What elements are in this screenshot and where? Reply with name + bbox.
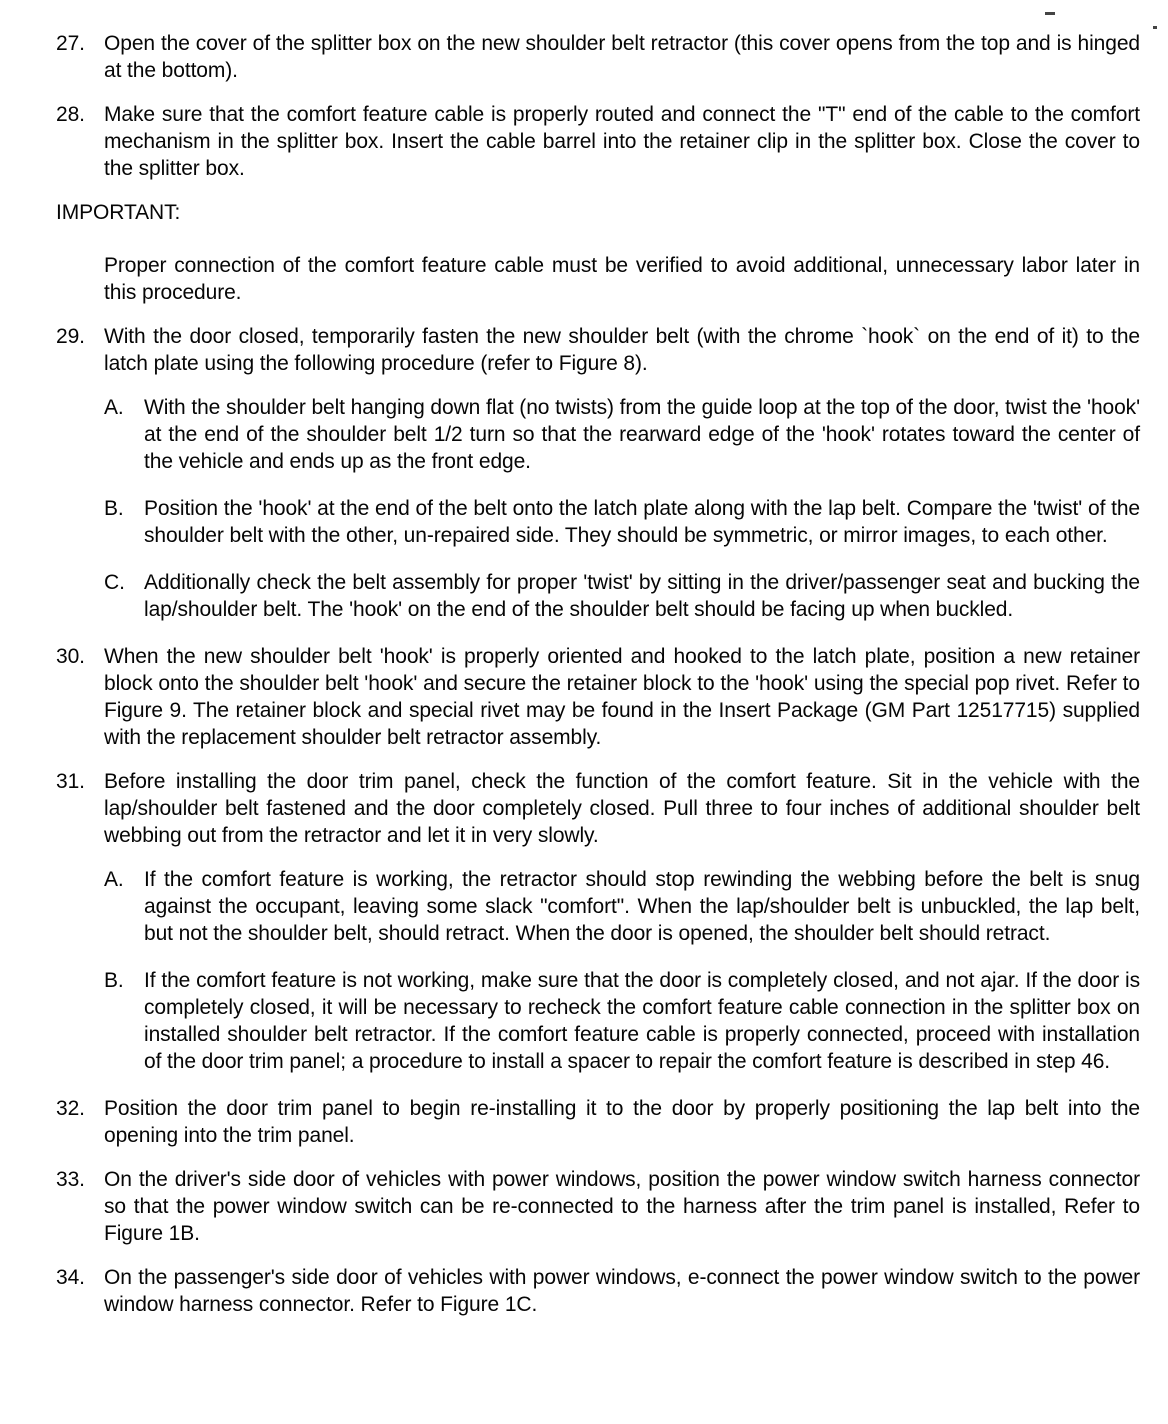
substep-letter: B. xyxy=(104,969,124,992)
important-note xyxy=(56,252,1140,306)
step-number: 27. xyxy=(56,32,85,55)
step-number: 30. xyxy=(56,645,85,668)
step-27 xyxy=(56,30,1140,84)
step-number: 29. xyxy=(56,325,85,348)
substep-letter: A. xyxy=(104,396,124,419)
substep-29-b xyxy=(56,495,1140,549)
step-text: Make sure that the comfort feature cable is properly routed and connect the "T" end of the cable to the comfort mechanism in the splitter box. Insert the cable barrel into the retainer clip in the splitter box. Close the cover to the splitter box. xyxy=(104,103,1140,180)
step-28 xyxy=(56,101,1140,182)
step-33 xyxy=(56,1166,1140,1247)
step-31 xyxy=(56,768,1140,849)
step-text: On the passenger's side door of vehicles with power windows, e-connect the power window switch to the power window harness connector. Refer to Figure 1C. xyxy=(104,1266,1140,1316)
substep-letter: B. xyxy=(104,497,124,520)
substep-text: With the shoulder belt hanging down flat (no twists) from the guide loop at the top of the door, twist the 'hook' at the end of the shoulder belt 1/2 turn so that the rearward edge of the 'hook' rotates toward the center of the vehicle and ends up as the front edge. xyxy=(144,396,1140,473)
step-text: Position the door trim panel to begin re-installing it to the door by properly positioning the lap belt into the opening into the trim panel. xyxy=(104,1097,1140,1147)
note-text: Proper connection of the comfort feature cable must be verified to avoid additional, unnecessary labor later in this procedure. xyxy=(104,254,1140,304)
step-34 xyxy=(56,1264,1140,1318)
scan-speck xyxy=(1153,26,1157,29)
substep-text: Additionally check the belt assembly for proper 'twist' by sitting in the driver/passenger seat and bucking the lap/shoulder belt. The 'hook' on the end of the shoulder belt should be facing up when buckled. xyxy=(144,571,1140,621)
substep-29-a xyxy=(56,394,1140,475)
step-text: Open the cover of the splitter box on the new shoulder belt retractor (this cover opens from the top and is hinged at the bottom). xyxy=(104,32,1140,82)
step-29 xyxy=(56,323,1140,377)
substep-text: If the comfort feature is working, the retractor should stop rewinding the webbing before the belt is snug against the occupant, leaving some slack "comfort". When the lap/shoulder belt is unbuckled, the lap belt, but not the shoulder belt, should retract. When the door is opened, the shoulder belt should retract. xyxy=(144,868,1140,945)
step-number: 34. xyxy=(56,1266,85,1289)
step-number: 28. xyxy=(56,103,85,126)
scan-speck xyxy=(1045,12,1055,15)
step-text: Before installing the door trim panel, check the function of the comfort feature. Sit in the vehicle with the lap/shoulder belt fastened and the door completely closed. Pull three to four inches of additional shoulder belt webbing out from the retractor and let it in very slowly. xyxy=(104,770,1140,847)
heading-text: IMPORTANT: xyxy=(56,201,181,224)
substep-text: Position the 'hook' at the end of the belt onto the latch plate along with the lap belt. Compare the 'twist' of the shoulder belt with the other, un-repaired side. They should be symmetric, or mirror images, to each other. xyxy=(144,497,1140,547)
substep-31-a xyxy=(56,866,1140,947)
step-text: On the driver's side door of vehicles with power windows, position the power window switch harness connector so that the power window switch can be re-connected to the harness after the trim panel is installed, Refer to Figure 1B. xyxy=(104,1168,1140,1245)
substep-letter: C. xyxy=(104,571,125,594)
step-number: 33. xyxy=(56,1168,85,1191)
step-text: When the new shoulder belt 'hook' is properly oriented and hooked to the latch plate, position a new retainer block onto the shoulder belt 'hook' and secure the retainer block to the 'hook' using the special pop rivet. Refer to Figure 9. The retainer block and special rivet may be found in the Insert Package (GM Part 12517715) supplied with the replacement shoulder belt retractor assembly. xyxy=(104,645,1140,749)
substep-text: If the comfort feature is not working, make sure that the door is completely closed, and not ajar. If the door is completely closed, it will be necessary to recheck the comfort feature cable connection in the splitter box on installed shoulder belt retractor. If the comfort feature cable is properly connected, proceed with installation of the door trim panel; a procedure to install a spacer to repair the comfort feature is described in step 46. xyxy=(144,969,1140,1073)
step-number: 31. xyxy=(56,770,85,793)
substep-letter: A. xyxy=(104,868,124,891)
step-30 xyxy=(56,643,1140,751)
step-32 xyxy=(56,1095,1140,1149)
substep-31-b xyxy=(56,967,1140,1075)
substep-29-c xyxy=(56,569,1140,623)
important-heading xyxy=(56,199,1140,226)
step-text: With the door closed, temporarily fasten the new shoulder belt (with the chrome `hook` on the end of it) to the latch plate using the following procedure (refer to Figure 8). xyxy=(104,325,1140,375)
step-number: 32. xyxy=(56,1097,85,1120)
